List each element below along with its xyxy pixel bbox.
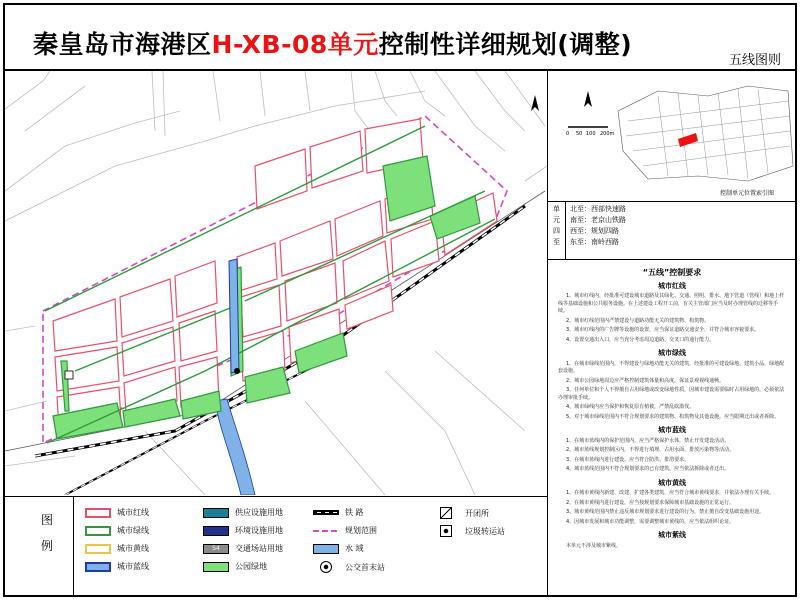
legend-label: 规划范围 — [345, 526, 377, 535]
requirement-paragraph: 1、在城市绿线范围内，不得建设与绿地功能无关的建筑，经批准的可建设绿地、建筑小品、绿地配套设施。 — [558, 360, 785, 374]
legend-swatch-transit: S4 — [203, 544, 229, 554]
requirement-section-title: 城市紫线 — [658, 531, 686, 539]
legend-title — [5, 497, 74, 596]
title-part-1: 秦皇岛市海港区 — [33, 30, 212, 59]
requirement-section-title: 城市蓝线 — [658, 426, 686, 434]
legend-title-char-2: 例 — [41, 539, 54, 553]
legend-item-transit — [203, 543, 283, 554]
legend-label: 城市红线 — [117, 508, 149, 517]
info-panel — [547, 71, 796, 595]
legend-label: 环境设施用地 — [235, 526, 283, 535]
requirement-paragraph: 1、城市红线内，经批准可建设城市道路及其绿化、交通、照明、排水、地下管道（管线）和地上杆线等基础设施和公共服务设施。在上述建设工程开工前，有关主管部门应当及时办理管线的迁移等手续。 — [558, 293, 785, 314]
legend-label: 铁 路 — [345, 508, 364, 517]
legend-item-water — [313, 543, 364, 554]
requirement-paragraph: 4、设置交通出入口，应当充分考虑周边道路，交叉口的通行能力。 — [566, 336, 715, 343]
location-inset-map — [548, 71, 796, 202]
legend-swatch-blueline — [85, 562, 111, 572]
legend-item-switch — [433, 507, 489, 519]
inset-north-arrow — [584, 91, 592, 107]
legend-item-greenline — [85, 525, 149, 536]
bus-terminal-marker — [234, 368, 240, 374]
scale-label-100: 100 — [586, 131, 596, 137]
legend-label: 城市蓝线 — [117, 562, 149, 571]
legend-item-rail — [313, 507, 364, 518]
legend-label: 交通场站用地 — [235, 544, 283, 553]
title-unit-code: H-XB-08单元 — [211, 30, 379, 59]
legend-item-env — [203, 525, 283, 536]
requirement-paragraph: 3、在城市蓝线内进行建设，应当符合防洪、排涝要求。 — [566, 456, 690, 463]
requirement-paragraph: 本单元不涉及城市紫线。 — [566, 542, 622, 549]
inset-caption: 控制单元位置索引图 — [720, 190, 775, 197]
requirement-section-title: 城市黄线 — [658, 478, 686, 487]
requirement-paragraph: 4、因城市发展和城市功能调整，需要调整城市黄线的，应当依法组织论证。 — [566, 518, 735, 525]
requirements-heading: “五线”控制要求 — [642, 268, 702, 277]
legend-item-blueline — [85, 561, 149, 572]
bound-north: 北至：西部快速路 — [570, 205, 626, 213]
legend-label: 城市黄线 — [117, 544, 149, 553]
legend-item-redline — [85, 507, 149, 518]
requirement-section-title: 城市绿线 — [658, 349, 686, 357]
requirement-paragraph: 1、在城市黄线内新建、改建、扩建各类建筑，应当符合城市黄线要求，并依法办理有关手续。 — [566, 490, 775, 496]
requirement-paragraph: 3、城市红线内的广告牌等设施的设置，应当保证道路交通安全，并符合城市容貌要求。 — [566, 327, 760, 333]
legend-label: 开闭所 — [465, 508, 489, 518]
requirement-paragraph: 4、城市绿线内应当保护和恢复原有植被，严禁乱砍滥伐。 — [566, 404, 695, 410]
requirement-paragraph: 1、在城市蓝线内的保护范围内，应当严格保护水体，禁止开发建设活动。 — [566, 437, 730, 444]
bounds-label-char: 至 — [553, 238, 560, 246]
legend-swatch-water — [313, 544, 339, 554]
legend — [5, 496, 547, 596]
blue-line-channel — [229, 259, 239, 373]
legend-swatch-garbage — [440, 525, 452, 537]
requirement-paragraph: 2、在城市黄线内进行建设，应当按规划要求保障城市基础设施的正常运行。 — [566, 499, 735, 506]
legend-label: 城市绿线 — [117, 526, 149, 535]
legend-item-garbage — [433, 525, 505, 537]
requirement-paragraph: 4、城市蓝线范围内不符合规划要求的已有建筑，应当依法拆除或者迁出。 — [566, 466, 730, 472]
legend-swatch-switch — [440, 507, 452, 519]
requirement-paragraph: 2、城市蓝线规划控制区内，不得进行填埋、占用水面、排放污染物等活动。 — [566, 447, 735, 453]
legend-swatch-boundary — [313, 530, 339, 532]
requirement-paragraph: 2、城市公园绿地周边应严格控制建筑体量和高度，保证景观视线通畅。 — [566, 377, 725, 384]
five-lines-requirements — [558, 265, 786, 552]
legend-swatch-park — [203, 562, 229, 572]
bounds-label-char: 四 — [553, 227, 560, 235]
drawing-subtitle: 五线图则 — [728, 53, 781, 68]
legend-label: 公交首末站 — [345, 562, 385, 572]
legend-item-supply — [203, 507, 283, 518]
legend-swatch-busstop — [320, 561, 332, 573]
bound-south: 南至：老京山铁路 — [570, 216, 626, 224]
requirement-paragraph: 3、任何单位和个人不得擅自占用绿地或改变绿地性质，因城市建设需要临时占用绿地的，必须依法办理审批手续。 — [558, 387, 785, 401]
title-bar — [5, 5, 795, 71]
unit-bounds-list — [570, 204, 626, 248]
unit-bounds — [548, 201, 796, 260]
unit-bounds-label — [548, 201, 566, 259]
legend-swatch-env — [203, 526, 229, 536]
legend-item-yellowline — [85, 543, 149, 554]
bound-east: 东至：南岭西路 — [570, 238, 619, 246]
legend-item-park — [203, 561, 267, 572]
legend-item-busstop — [313, 561, 385, 573]
legend-label: 垃圾转运站 — [465, 526, 505, 536]
scale-label-0: 0 — [566, 131, 570, 137]
bounds-label-char: 单 — [553, 205, 560, 213]
legend-swatch-redline — [85, 508, 111, 518]
requirement-section-title: 城市红线 — [658, 281, 686, 290]
legend-swatch-rail — [313, 510, 339, 515]
legend-swatch-supply — [203, 508, 229, 518]
scale-label-200: 200m — [600, 131, 615, 137]
inset-svg — [548, 71, 796, 201]
bound-west: 西至：规划四路 — [570, 227, 619, 235]
requirement-paragraph: 5、对于城市绿线范围内不符合规划要求的建筑物、构筑物及其他设施，应当限期迁出或者拆除。 — [566, 413, 780, 420]
bounds-label-char: 元 — [553, 216, 560, 224]
planning-map — [5, 71, 547, 495]
scale-label-50: 50 — [576, 131, 583, 137]
legend-swatch-greenline — [85, 526, 111, 536]
page-title — [33, 25, 632, 61]
legend-title-char-1: 图 — [41, 513, 54, 527]
requirement-paragraph: 3、城市黄线范围内禁止违反城市规划要求进行建设的行为，禁止擅自改变基础设施用途。 — [566, 509, 765, 515]
legend-label: 供应设施用地 — [235, 508, 283, 517]
garbage-station-marker — [65, 371, 73, 379]
legend-label: 公园绿地 — [235, 562, 267, 571]
title-part-3: 控制性详细规划(调整) — [378, 30, 633, 59]
legend-label: 水 域 — [345, 544, 364, 553]
legend-swatch-yellowline — [85, 544, 111, 554]
legend-item-boundary — [313, 525, 377, 536]
requirement-paragraph: 2、城市红线范围内严禁建设与道路功能无关的建筑物、构筑物。 — [566, 317, 710, 324]
